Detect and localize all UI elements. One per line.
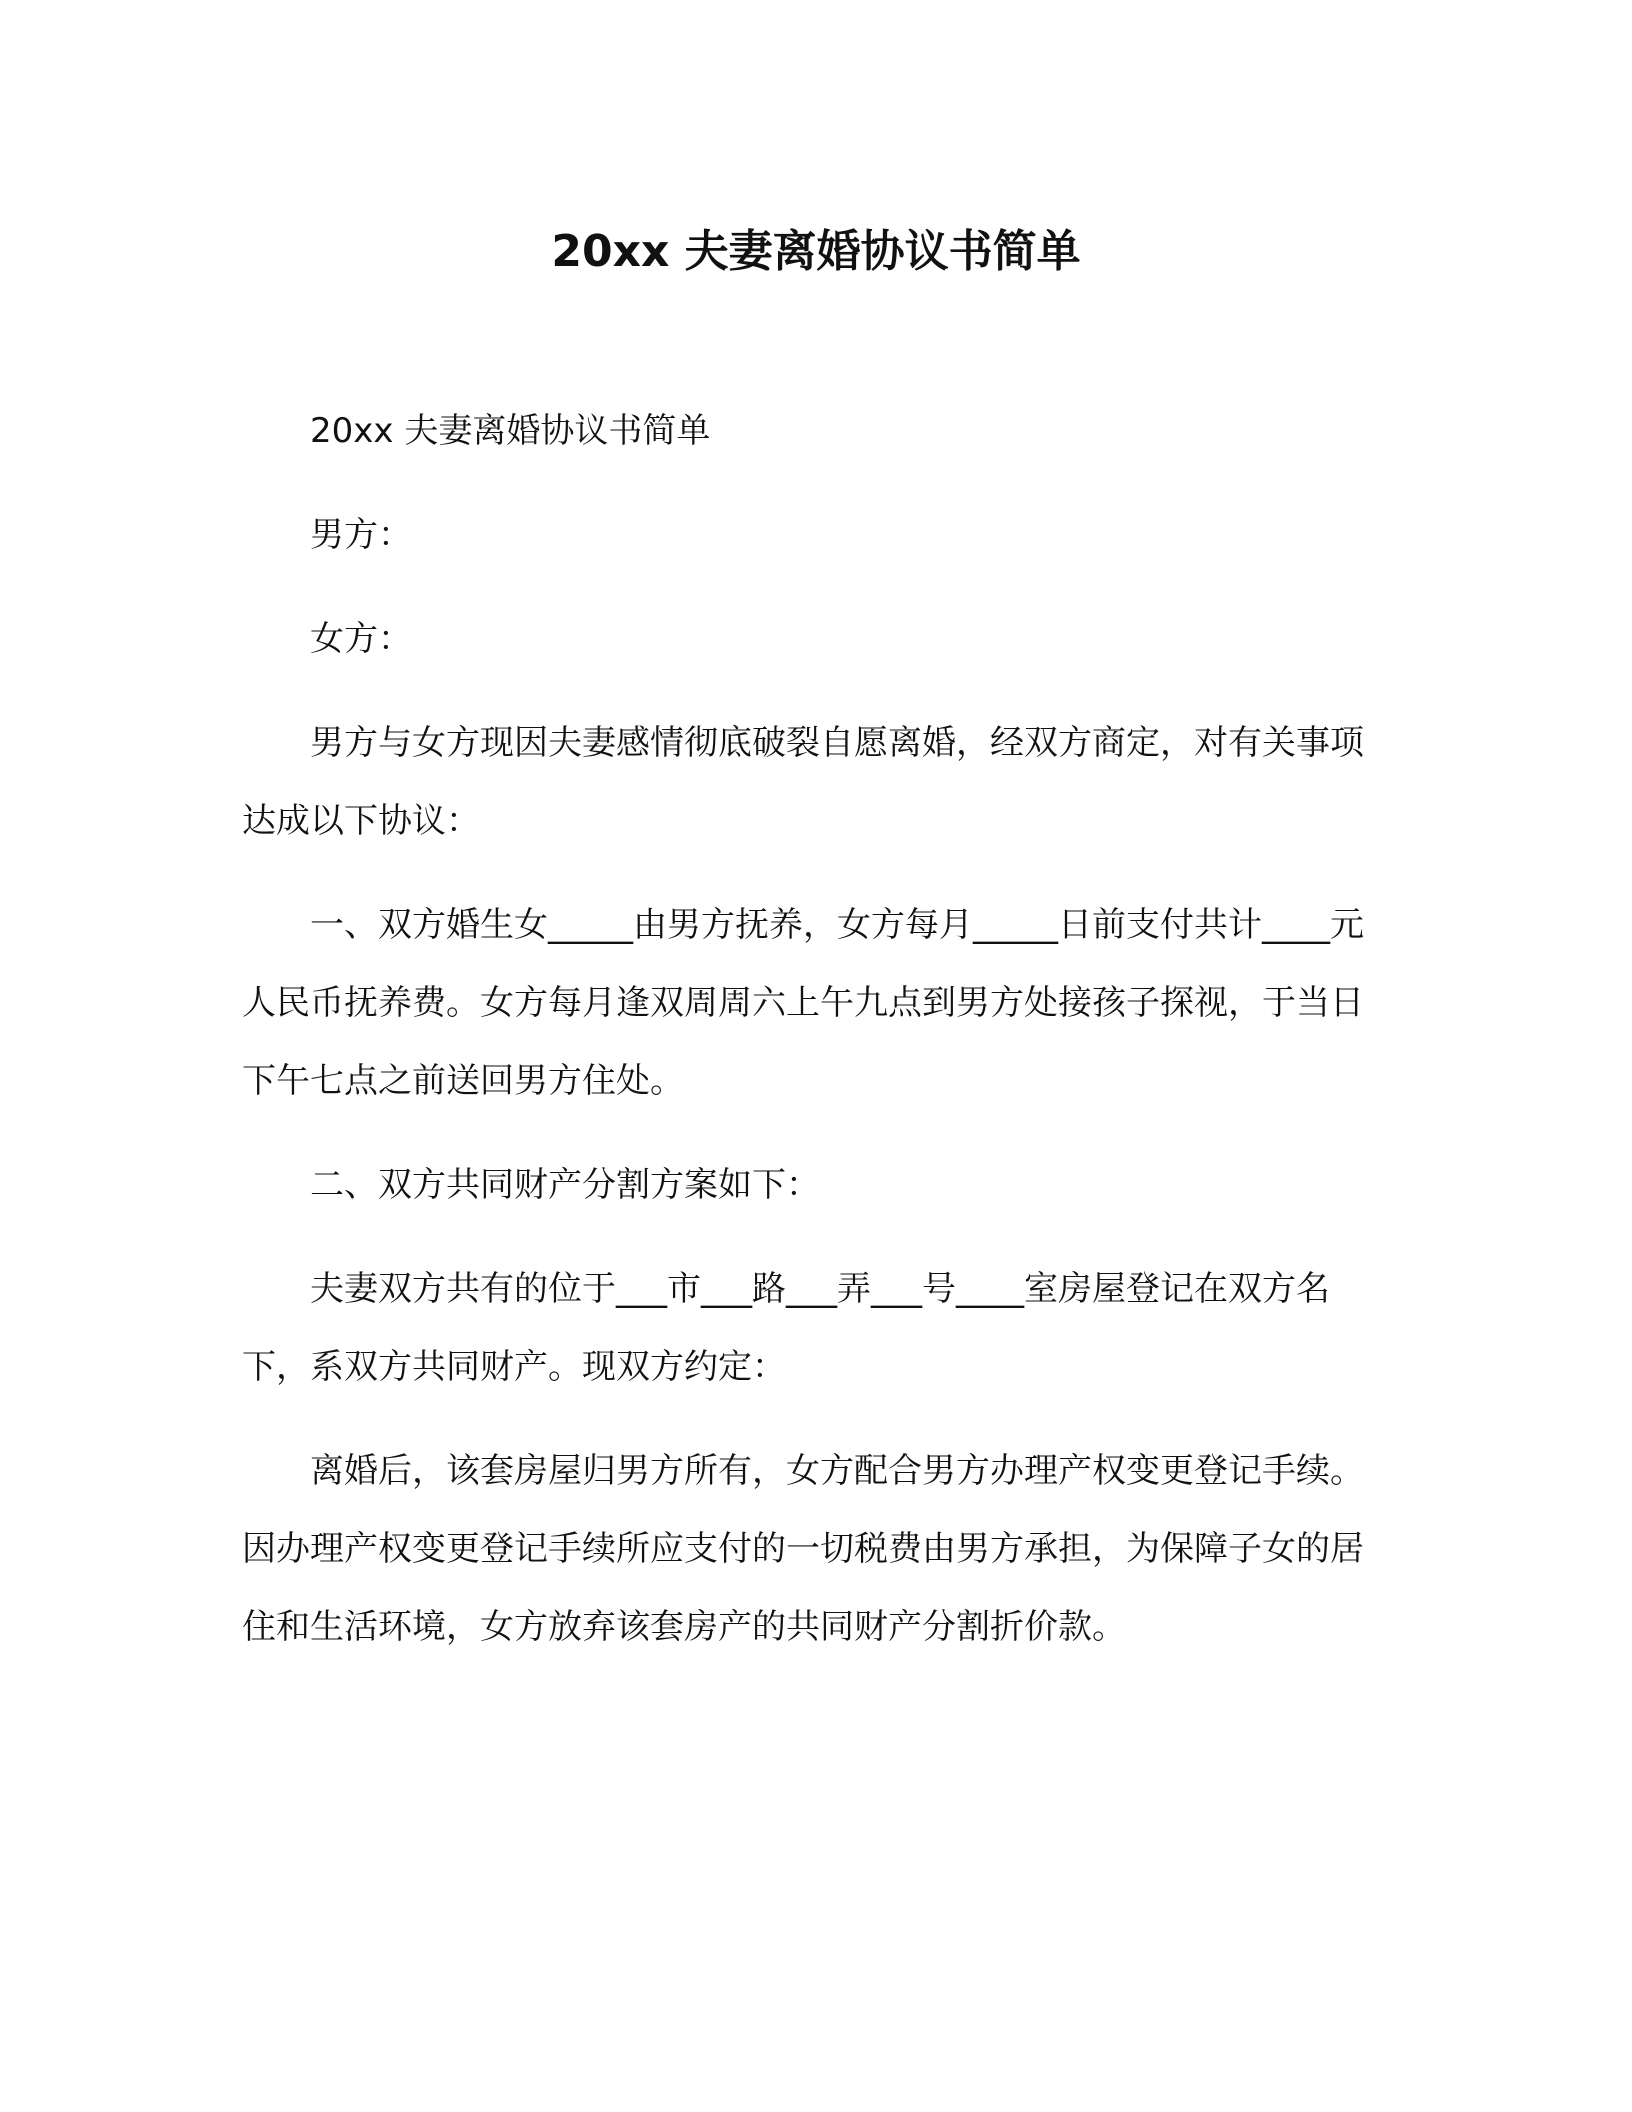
paragraph-after-divorce: 离婚后，该套房屋归男方所有，女方配合男方办理产权变更登记手续。因办理产权变更登记手续所应支付的一切税费由男方承担，为保障子女的居住和生活环境，女方放弃该套房产的共同财产分割折价款。 <box>242 1451 1364 1647</box>
document-title: 20xx 夫妻离婚协议书简单 <box>551 226 1081 277</box>
paragraph-male-party: 男方： <box>310 515 412 555</box>
paragraph-female-party: 女方： <box>310 619 412 659</box>
document-body <box>242 392 1387 1692</box>
paragraph-clause-1: 一、双方婚生女_____由男方抚养，女方每月_____日前支付共计____元人民币抚养费。女方每月逢双周周六上午九点到男方处接孩子探视，于当日下午七点之前送回男方住处。 <box>242 905 1364 1101</box>
paragraph-clause-2: 二、双方共同财产分割方案如下： <box>310 1165 820 1205</box>
paragraph-intro: 男方与女方现因夫妻感情彻底破裂自愿离婚，经双方商定，对有关事项达成以下协议： <box>242 723 1364 841</box>
paragraph-subtitle: 20xx 夫妻离婚协议书简单 <box>310 411 711 451</box>
paragraph-property: 夫妻双方共有的位于___市___路___弄___号____室房屋登记在双方名下，系双方共同财产。现双方约定： <box>242 1269 1330 1387</box>
